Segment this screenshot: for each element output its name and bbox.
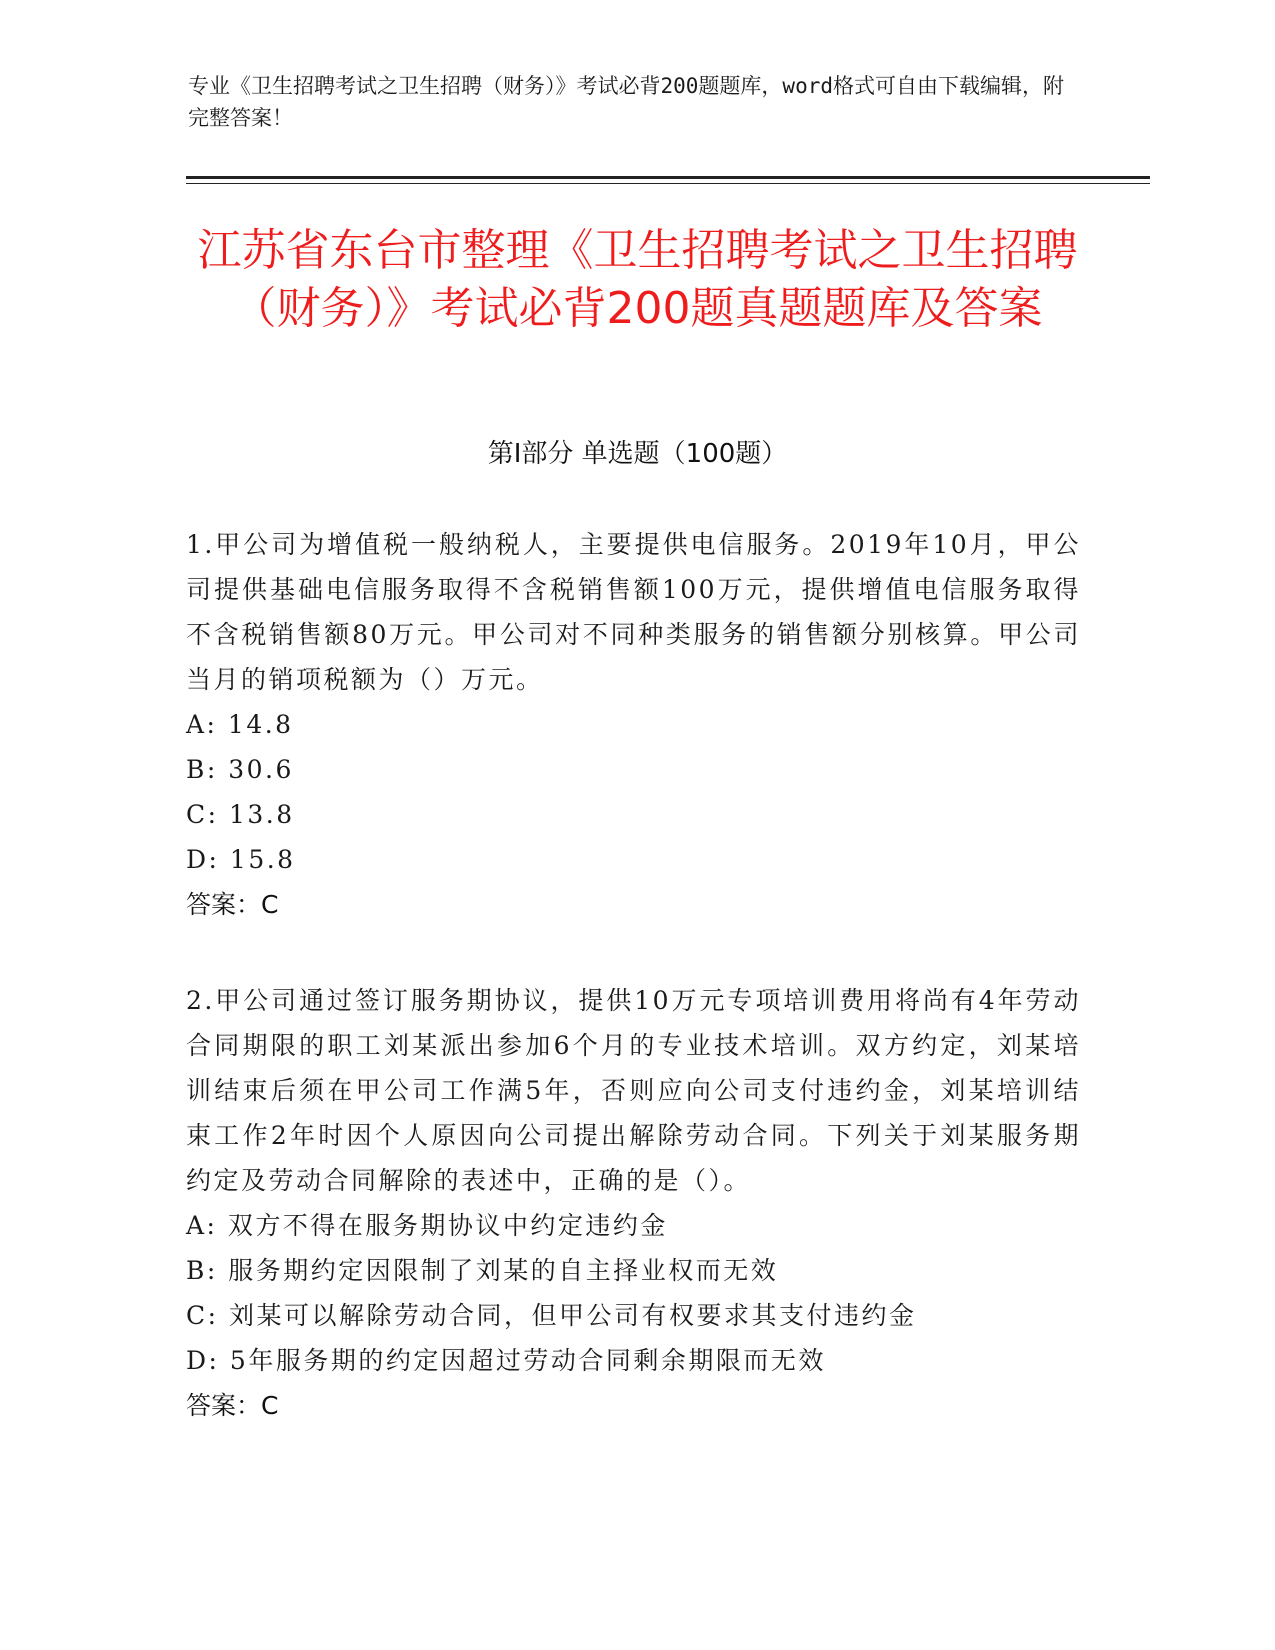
option-a: A: 双方不得在服务期协议中约定违约金 xyxy=(186,1211,668,1240)
question-stem: 2.甲公司通过签订服务期协议，提供10万元专项培训费用将尚有4年劳动合同期限的职工刘某派出参加6个月的专业技术培训。双方约定，刘某培训结束后须在甲公司工作满5年，否则应向公司支付违约金，刘某培训结束工作2年时因个人原因向公司提出解除劳动合同。下列关于刘某服务期约定及劳动合同解除的表述中，正确的是（）。 xyxy=(186,986,1081,1195)
option-c: C: 刘某可以解除劳动合同，但甲公司有权要求其支付违约金 xyxy=(186,1301,917,1330)
section-heading: 第Ⅰ部分 单选题（100题） xyxy=(487,439,788,469)
document-title: 江苏省东台市整理《卫生招聘考试之卫生招聘（财务）》考试必背200题真题题库及答案 xyxy=(197,225,1078,334)
answer: 答案：C xyxy=(186,1391,279,1420)
question-2 xyxy=(186,978,1081,1428)
question-1 xyxy=(186,522,1081,927)
option-a: A: 14.8 xyxy=(186,710,294,739)
option-c: C: 13.8 xyxy=(186,800,295,829)
option-d: D: 15.8 xyxy=(186,845,296,874)
question-stem: 1.甲公司为增值税一般纳税人，主要提供电信服务。2019年10月，甲公司提供基础电信服务取得不含税销售额100万元，提供增值电信服务取得不含税销售额80万元。甲公司对不同种类服务的销售额分别核算。甲公司当月的销项税额为（）万元。 xyxy=(186,530,1081,694)
header-note: 专业《卫生招聘考试之卫生招聘（财务）》考试必背200题题库，word格式可自由下载编辑，附完整答案！ xyxy=(188,74,1064,130)
header-divider-thin xyxy=(186,183,1150,184)
option-b: B: 30.6 xyxy=(186,755,294,784)
option-b: B: 服务期约定因限制了刘某的自主择业权而无效 xyxy=(186,1256,779,1285)
option-d: D: 5年服务期的约定因超过劳动合同剩余期限而无效 xyxy=(186,1346,826,1375)
answer: 答案：C xyxy=(186,890,279,919)
header-divider-thick xyxy=(186,176,1150,179)
